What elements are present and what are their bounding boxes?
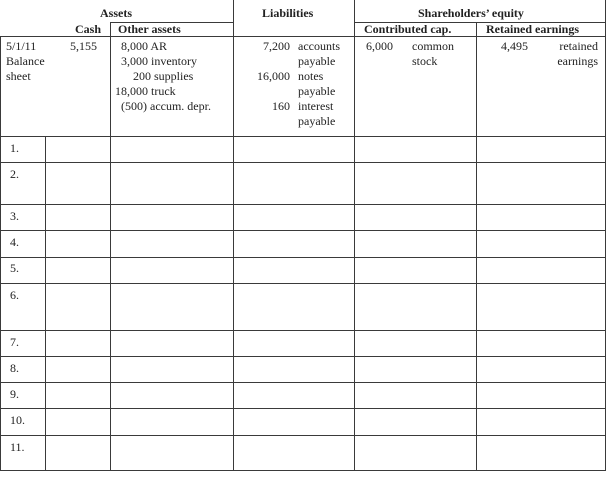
col-header-retained-earnings: Retained earnings xyxy=(486,22,579,36)
line-row-10 xyxy=(0,435,606,436)
balance-label-line1: Balance xyxy=(6,54,45,68)
header-shareholders-equity: Shareholders’ equity xyxy=(418,6,524,20)
divider-left-edge xyxy=(0,37,1,471)
balance-date: 5/1/11 xyxy=(6,39,37,53)
contributed-amount: 6,000 xyxy=(366,39,393,53)
line-row-3 xyxy=(0,230,606,231)
other-asset-truck: 18,000 truck xyxy=(115,84,176,98)
line-row-5 xyxy=(0,283,606,284)
liability-np-amount: 16,000 xyxy=(257,69,290,83)
row-number-2: 2. xyxy=(10,167,19,181)
other-asset-ar: 8,000 AR xyxy=(121,39,168,53)
row-number-11: 11. xyxy=(10,440,25,454)
liability-ip-amount: 160 xyxy=(272,99,290,113)
col-header-other-assets: Other assets xyxy=(118,22,181,36)
liability-np-label-2: payable xyxy=(298,84,336,98)
contributed-label-1: common xyxy=(412,39,454,53)
row-number-5: 5. xyxy=(10,261,19,275)
row-number-9: 9. xyxy=(10,387,19,401)
line-row-8 xyxy=(0,382,606,383)
liability-ap-label-1: accounts xyxy=(298,39,340,53)
retained-label-1: retained xyxy=(559,39,598,53)
line-row-9 xyxy=(0,408,606,409)
divider-contributed-retained xyxy=(476,22,477,471)
line-row-6 xyxy=(0,330,606,331)
line-row-1 xyxy=(0,162,606,163)
retained-amount: 4,495 xyxy=(501,39,528,53)
row-number-7: 7. xyxy=(10,335,19,349)
divider-right-edge xyxy=(605,0,606,471)
divider-liabilities-equity xyxy=(354,0,355,471)
cash-balance: 5,155 xyxy=(70,39,97,53)
row-number-3: 3. xyxy=(10,209,19,223)
divider-date-cash xyxy=(45,137,46,471)
other-asset-accum-depr: (500) accum. depr. xyxy=(121,99,211,113)
row-number-4: 4. xyxy=(10,235,19,249)
line-after-balance-row xyxy=(0,136,606,137)
line-row-4 xyxy=(0,257,606,258)
retained-label-2: earnings xyxy=(557,54,598,68)
liability-ip-label-1: interest xyxy=(298,99,334,113)
header-assets: Assets xyxy=(100,6,132,20)
col-header-cash: Cash xyxy=(75,22,102,36)
row-number-8: 8. xyxy=(10,361,19,375)
other-asset-supplies: 200 supplies xyxy=(133,69,194,83)
row-number-10: 10. xyxy=(10,413,25,427)
other-asset-inventory: 3,000 inventory xyxy=(121,54,197,68)
line-under-column-headers xyxy=(0,36,606,37)
row-number-1: 1. xyxy=(10,141,19,155)
liability-np-label-1: notes xyxy=(298,69,324,83)
col-header-contributed-capital: Contributed cap. xyxy=(364,22,452,36)
contributed-label-2: stock xyxy=(412,54,438,68)
header-liabilities: Liabilities xyxy=(262,6,314,20)
liability-ip-label-2: payable xyxy=(298,114,336,128)
liability-ap-amount: 7,200 xyxy=(263,39,290,53)
balance-label-line2: sheet xyxy=(6,69,31,83)
row-number-6: 6. xyxy=(10,288,19,302)
divider-assets-liabilities xyxy=(233,0,234,471)
line-bottom xyxy=(0,470,606,471)
liability-ap-label-2: payable xyxy=(298,54,336,68)
line-row-7 xyxy=(0,356,606,357)
line-row-2 xyxy=(0,204,606,205)
divider-cash-other xyxy=(110,22,111,471)
